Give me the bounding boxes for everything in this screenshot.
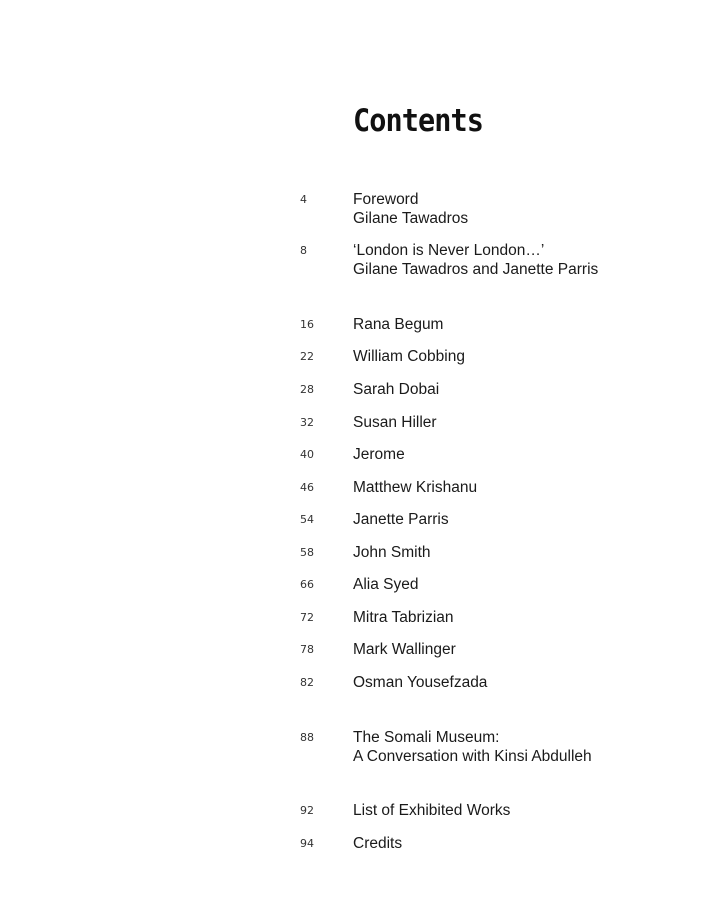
toc-entry-title: Jerome: [353, 446, 405, 463]
toc-page-number: 40: [300, 448, 314, 461]
toc-entry-title: Mitra Tabrizian: [353, 609, 454, 626]
toc-entry-line: Foreword: [353, 191, 419, 208]
toc-entry-title: [353, 728, 592, 766]
toc-page-number: 72: [300, 611, 314, 624]
toc-page-number: 66: [300, 578, 314, 591]
toc-page-number: 4: [300, 193, 307, 206]
toc-entry-title: Janette Parris: [353, 511, 449, 528]
toc-entry-title: Susan Hiller: [353, 414, 437, 431]
toc-entry-title: [353, 190, 468, 228]
toc-page-number: 82: [300, 676, 314, 689]
toc-page-number: 32: [300, 416, 314, 429]
toc-page-number: 54: [300, 513, 314, 526]
toc-page-number: 88: [300, 731, 314, 744]
toc-entry-subtitle: A Conversation with Kinsi Abdulleh: [353, 748, 592, 765]
toc-page-number: 8: [300, 244, 307, 257]
toc-entry-title: List of Exhibited Works: [353, 802, 511, 819]
toc-page-number: 46: [300, 481, 314, 494]
toc-entry-author: Gilane Tawadros: [353, 210, 469, 227]
toc-page-number: 92: [300, 804, 314, 817]
toc-page-number: 22: [300, 350, 314, 363]
toc-entry-title: William Cobbing: [353, 348, 465, 365]
page-title: Contents: [353, 103, 484, 139]
toc-entry-title: Credits: [353, 835, 403, 852]
toc-page-number: 78: [300, 643, 314, 656]
toc-entry-title: Alia Syed: [353, 576, 419, 593]
toc-entry-title: [353, 241, 598, 279]
toc-page-number: 28: [300, 383, 314, 396]
toc-entry-title: Rana Begum: [353, 316, 444, 333]
toc-entry-title: Mark Wallinger: [353, 641, 456, 658]
toc-page-number: 58: [300, 546, 314, 559]
toc-entry-title: Osman Yousefzada: [353, 674, 488, 691]
toc-entry-title: Matthew Krishanu: [353, 479, 478, 496]
toc-entry-title: Sarah Dobai: [353, 381, 440, 398]
toc-entry-title: John Smith: [353, 544, 431, 561]
toc-entry-author: Gilane Tawadros and Janette Parris: [353, 261, 599, 278]
toc-page-number: 16: [300, 318, 314, 331]
toc-page-number: 94: [300, 837, 314, 850]
toc-entry-line: The Somali Museum:: [353, 729, 500, 746]
toc-entry-line: ‘London is Never London…’: [353, 242, 545, 259]
